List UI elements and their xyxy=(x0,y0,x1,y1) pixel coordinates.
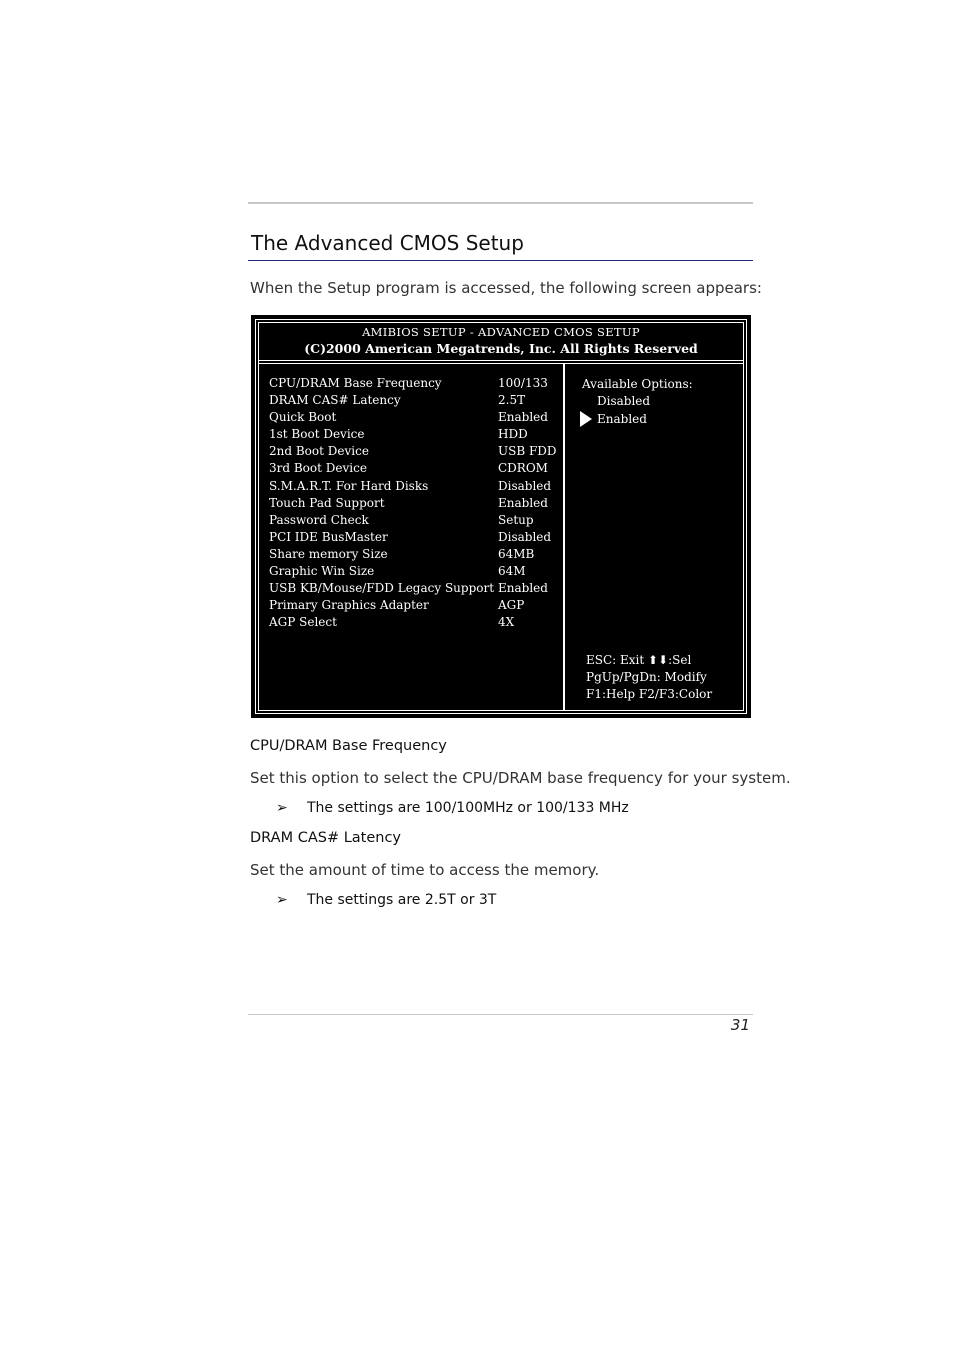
setting-label: USB KB/Mouse/FDD Legacy Support xyxy=(269,581,495,596)
item-heading-cpu-dram: CPU/DRAM Base Frequency xyxy=(250,738,447,754)
section-title: The Advanced CMOS Setup xyxy=(251,231,524,255)
item-description-cas-latency: Set the amount of time to access the memory. xyxy=(250,861,600,879)
setting-label: 1st Boot Device xyxy=(269,427,365,442)
item-heading-cas-latency: DRAM CAS# Latency xyxy=(250,830,402,846)
setting-label: Touch Pad Support xyxy=(269,495,385,510)
bios-screenshot xyxy=(251,315,751,718)
bios-header-title: AMIBIOS SETUP - ADVANCED CMOS SETUP xyxy=(362,325,640,339)
page-number: 31 xyxy=(730,1016,750,1034)
setting-value: HDD xyxy=(498,427,528,442)
bios-column-divider xyxy=(563,363,565,711)
bottom-divider xyxy=(248,1014,753,1015)
setting-label: Graphic Win Size xyxy=(269,564,375,579)
bios-header-divider xyxy=(258,360,744,361)
setting-value: Enabled xyxy=(498,495,548,510)
setting-label: Primary Graphics Adapter xyxy=(269,598,429,613)
setting-value: Setup xyxy=(498,512,534,527)
setting-label: AGP Select xyxy=(269,615,337,630)
setting-label: CPU/DRAM Base Frequency xyxy=(269,376,442,390)
title-underline xyxy=(248,260,753,261)
setting-label: 2nd Boot Device xyxy=(269,444,369,459)
option-enabled[interactable]: Enabled xyxy=(597,412,647,426)
setting-value: AGP xyxy=(498,598,525,613)
setting-label: S.M.A.R.T. For Hard Disks xyxy=(269,478,429,493)
help-modify: PgUp/PgDn: Modify xyxy=(586,670,707,684)
bullet-arrow-icon: ➢ xyxy=(276,892,288,908)
item-description-cpu-dram: Set this option to select the CPU/DRAM base frequency for your system. xyxy=(250,769,791,787)
setting-value: Disabled xyxy=(498,529,552,544)
setting-label: PCI IDE BusMaster xyxy=(269,529,388,544)
setting-value: 64M xyxy=(498,564,526,579)
setting-value: 4X xyxy=(498,615,515,630)
option-disabled[interactable]: Disabled xyxy=(597,394,651,408)
setting-label: Share memory Size xyxy=(269,546,388,561)
setting-value: Enabled xyxy=(498,581,548,596)
setting-label: 3rd Boot Device xyxy=(269,461,367,476)
setting-value: Enabled xyxy=(498,410,548,425)
available-options-title: Available Options: xyxy=(582,377,693,391)
bios-header-divider-2 xyxy=(258,363,744,364)
intro-text: When the Setup program is accessed, the following screen appears: xyxy=(250,279,762,297)
bullet-arrow-icon: ➢ xyxy=(276,800,288,816)
item-settings-cas-latency: The settings are 2.5T or 3T xyxy=(307,892,497,908)
setting-value: CDROM xyxy=(498,461,548,476)
setting-value: 100/133 xyxy=(498,376,548,390)
item-settings-cpu-dram: The settings are 100/100MHz or 100/133 MHz xyxy=(307,800,629,816)
selection-arrow-icon xyxy=(580,411,592,427)
help-function-keys: F1:Help F2/F3:Color xyxy=(586,687,713,701)
setting-label: DRAM CAS# Latency xyxy=(269,393,401,408)
help-navigation: ESC: Exit ⬆⬇:Sel xyxy=(586,653,692,667)
setting-value: 64MB xyxy=(498,546,535,561)
setting-value: 2.5T xyxy=(498,393,526,408)
bios-header-copyright: (C)2000 American Megatrends, Inc. All Rights Reserved xyxy=(304,341,698,356)
setting-label: Quick Boot xyxy=(269,410,337,425)
setting-label: Password Check xyxy=(269,512,369,527)
top-divider xyxy=(248,202,753,204)
setting-value: USB FDD xyxy=(498,444,557,459)
setting-value: Disabled xyxy=(498,478,552,493)
